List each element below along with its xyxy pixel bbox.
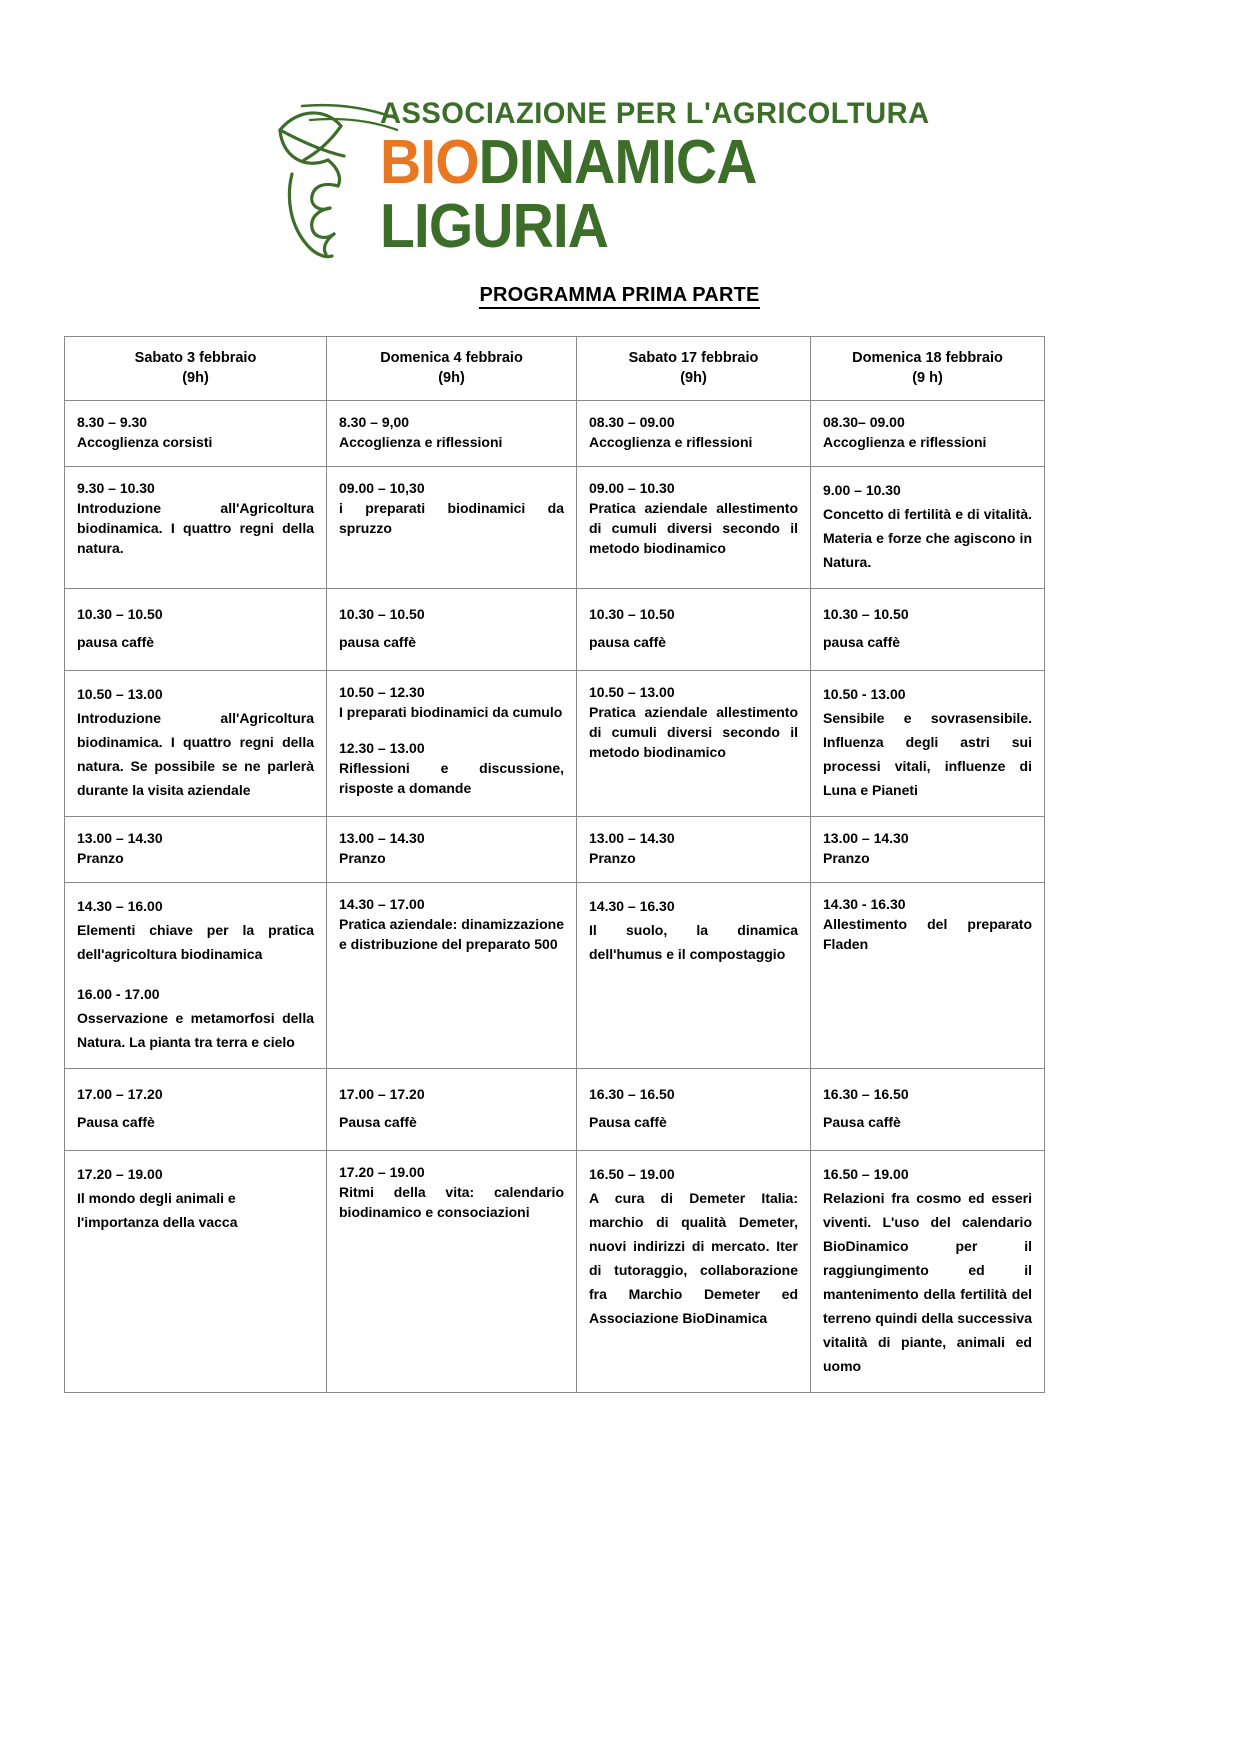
slot-time: 09.00 – 10.30 bbox=[589, 480, 675, 496]
slot-description: Introduzione all'Agricoltura biodinamica. I quattro regni della natura. bbox=[77, 500, 314, 556]
slot-description: A cura di Demeter Italia: marchio di qualità Demeter, nuovi indirizzi di mercato. Iter di tutoraggio, collaborazione fra Marchio Demeter ed Associazione BioDinamica bbox=[589, 1190, 798, 1326]
column-header-day-3 bbox=[577, 337, 811, 401]
slot-time: 10.30 – 10.50 bbox=[339, 606, 425, 622]
slot-time: 17.00 – 17.20 bbox=[77, 1086, 163, 1102]
slot-description: Il suolo, la dinamica dell'humus e il compostaggio bbox=[589, 922, 798, 962]
slot-time: 16.50 – 19.00 bbox=[823, 1166, 909, 1182]
slot-time: 17.00 – 17.20 bbox=[339, 1086, 425, 1102]
slot-description: Allestimento del preparato Fladen bbox=[823, 916, 1032, 952]
spacer bbox=[339, 722, 564, 738]
schedule-cell bbox=[811, 671, 1045, 817]
table-row bbox=[65, 401, 1045, 467]
header-hours-label: (9h) bbox=[182, 370, 209, 386]
slot-time: 17.20 – 19.00 bbox=[339, 1164, 425, 1180]
schedule-cell bbox=[327, 1069, 577, 1151]
slot-time: 14.30 – 17.00 bbox=[339, 896, 425, 912]
schedule-table-container bbox=[64, 336, 1044, 1393]
slot-time: 16.50 – 19.00 bbox=[589, 1166, 675, 1182]
schedule-cell bbox=[327, 883, 577, 1069]
schedule-cell bbox=[811, 817, 1045, 883]
slot-time: 16.30 – 16.50 bbox=[823, 1086, 909, 1102]
schedule-cell bbox=[65, 883, 327, 1069]
slot-description: Elementi chiave per la pratica dell'agricoltura biodinamica bbox=[77, 922, 314, 962]
schedule-cell bbox=[811, 1151, 1045, 1393]
slot-time: 14.30 – 16.30 bbox=[589, 898, 675, 914]
schedule-cell bbox=[811, 467, 1045, 589]
slot-description: Concetto di fertilità e di vitalità. Materia e forze che agiscono in Natura. bbox=[823, 506, 1032, 570]
logo-bio-text: BIO bbox=[380, 128, 479, 197]
schedule-cell bbox=[65, 671, 327, 817]
slot-description: Pratica aziendale allestimento di cumuli diversi secondo il metodo biodinamico bbox=[589, 704, 798, 760]
schedule-cell bbox=[65, 1151, 327, 1393]
schedule-cell bbox=[327, 467, 577, 589]
organization-logo bbox=[268, 86, 930, 266]
slot-time: 13.00 – 14.30 bbox=[77, 830, 163, 846]
schedule-table bbox=[64, 336, 1045, 1393]
header-day-label: Domenica 4 febbraio bbox=[380, 350, 523, 366]
schedule-cell bbox=[811, 589, 1045, 671]
slot-time: 10.50 – 13.00 bbox=[77, 686, 163, 702]
slot-time-secondary: 12.30 – 13.00 bbox=[339, 740, 425, 756]
logo-wordmark bbox=[380, 97, 930, 261]
slot-description: Pratica aziendale allestimento di cumuli diversi secondo il metodo biodinamico bbox=[589, 500, 798, 556]
slot-description: Pranzo bbox=[339, 850, 386, 866]
slot-time: 09.00 – 10,30 bbox=[339, 480, 425, 496]
slot-description: I preparati biodinamici da cumulo bbox=[339, 704, 563, 720]
slot-description: Ritmi della vita: calendario biodinamico e consociazioni bbox=[339, 1184, 564, 1220]
slot-description: pausa caffè bbox=[823, 634, 901, 650]
schedule-cell bbox=[577, 1151, 811, 1393]
column-header-day-1 bbox=[65, 337, 327, 401]
slot-time: 13.00 – 14.30 bbox=[589, 830, 675, 846]
schedule-cell bbox=[577, 467, 811, 589]
schedule-cell bbox=[327, 401, 577, 467]
schedule-cell bbox=[65, 467, 327, 589]
schedule-cell bbox=[327, 817, 577, 883]
schedule-cell bbox=[577, 817, 811, 883]
header-hours-label: (9h) bbox=[438, 370, 465, 386]
schedule-cell bbox=[577, 401, 811, 467]
slot-description-secondary: Osservazione e metamorfosi della Natura. La pianta tra terra e cielo bbox=[77, 1010, 314, 1050]
slot-description: Accoglienza e riflessioni bbox=[823, 434, 987, 450]
schedule-cell bbox=[577, 589, 811, 671]
table-row bbox=[65, 1069, 1045, 1151]
slot-description: Pausa caffè bbox=[589, 1114, 667, 1130]
logo-line-biodinamica bbox=[380, 128, 812, 197]
schedule-cell bbox=[327, 589, 577, 671]
table-row bbox=[65, 589, 1045, 671]
slot-time: 13.00 – 14.30 bbox=[823, 830, 909, 846]
slot-description: pausa caffè bbox=[77, 634, 155, 650]
slot-time: 8.30 – 9,00 bbox=[339, 414, 410, 430]
slot-description: Accoglienza e riflessioni bbox=[339, 434, 503, 450]
schedule-cell bbox=[577, 671, 811, 817]
slot-description: Introduzione all'Agricoltura biodinamica. I quattro regni della natura. Se possibile se ne parlerà durante la visita aziendale bbox=[77, 710, 314, 798]
slot-description: Pranzo bbox=[823, 850, 870, 866]
slot-time: 17.20 – 19.00 bbox=[77, 1166, 163, 1182]
header-day-label: Sabato 17 febbraio bbox=[628, 350, 759, 366]
header-hours-label: (9h) bbox=[680, 370, 707, 386]
slot-time: 14.30 - 16.30 bbox=[823, 896, 906, 912]
slot-time: 10.50 - 13.00 bbox=[823, 686, 906, 702]
slot-description: Relazioni fra cosmo ed esseri viventi. L'uso del calendario BioDinamico per il raggiungimento ed il mantenimento della fertilità del terreno quindi della successiva vitalità di piante, animali ed uomo bbox=[823, 1190, 1032, 1374]
slot-time: 13.00 – 14.30 bbox=[339, 830, 425, 846]
table-row bbox=[65, 883, 1045, 1069]
slot-description: Pausa caffè bbox=[77, 1114, 155, 1130]
slot-time: 08.30 – 09.00 bbox=[589, 414, 675, 430]
schedule-cell bbox=[811, 883, 1045, 1069]
table-header-row bbox=[65, 337, 1045, 401]
column-header-day-2 bbox=[327, 337, 577, 401]
schedule-cell bbox=[577, 1069, 811, 1151]
logo-line-liguria: LIGURIA bbox=[380, 192, 609, 261]
slot-time: 10.50 – 13.00 bbox=[589, 684, 675, 700]
slot-description-secondary: Riflessioni e discussione, risposte a domande bbox=[339, 760, 564, 796]
schedule-cell bbox=[327, 671, 577, 817]
column-header-day-4 bbox=[811, 337, 1045, 401]
header-day-label: Sabato 3 febbraio bbox=[134, 350, 257, 366]
table-row bbox=[65, 817, 1045, 883]
slot-description: Pausa caffè bbox=[823, 1114, 901, 1130]
slot-description: pausa caffè bbox=[339, 634, 417, 650]
slot-description: Sensibile e sovrasensibile. Influenza degli astri sui processi vitali, influenze di Luna e Pianeti bbox=[823, 710, 1032, 798]
schedule-cell bbox=[811, 401, 1045, 467]
slot-time-secondary: 16.00 - 17.00 bbox=[77, 986, 160, 1002]
page-title-text: PROGRAMMA PRIMA PARTE bbox=[479, 284, 759, 309]
slot-description: Pranzo bbox=[77, 850, 124, 866]
slot-time: 10.50 – 12.30 bbox=[339, 684, 425, 700]
slot-time: 9.00 – 10.30 bbox=[823, 482, 901, 498]
slot-description: i preparati biodinamici da spruzzo bbox=[339, 500, 564, 536]
slot-description: Accoglienza e riflessioni bbox=[589, 434, 753, 450]
slot-description: Accoglienza corsisti bbox=[77, 434, 213, 450]
schedule-cell bbox=[811, 1069, 1045, 1151]
logo-line-association: ASSOCIAZIONE PER L'AGRICOLTURA bbox=[380, 97, 930, 130]
slot-description: pausa caffè bbox=[589, 634, 667, 650]
slot-time: 14.30 – 16.00 bbox=[77, 898, 163, 914]
slot-description: Il mondo degli animali e l'importanza della vacca bbox=[77, 1190, 238, 1230]
schedule-cell bbox=[65, 401, 327, 467]
leaf-sprout-icon bbox=[268, 86, 398, 261]
slot-time: 10.30 – 10.50 bbox=[77, 606, 163, 622]
page-title bbox=[0, 284, 1239, 307]
schedule-cell bbox=[65, 1069, 327, 1151]
table-row bbox=[65, 671, 1045, 817]
table-row bbox=[65, 1151, 1045, 1393]
slot-time: 8.30 – 9.30 bbox=[77, 414, 148, 430]
logo-dinamica-text: DINAMICA bbox=[478, 128, 757, 197]
schedule-cell bbox=[65, 589, 327, 671]
header-day-label: Domenica 18 febbraio bbox=[852, 350, 1003, 366]
slot-time: 10.30 – 10.50 bbox=[823, 606, 909, 622]
spacer bbox=[77, 966, 314, 982]
slot-time: 10.30 – 10.50 bbox=[589, 606, 675, 622]
header-hours-label: (9 h) bbox=[912, 370, 943, 386]
table-row bbox=[65, 467, 1045, 589]
slot-time: 16.30 – 16.50 bbox=[589, 1086, 675, 1102]
schedule-cell bbox=[65, 817, 327, 883]
schedule-cell bbox=[577, 883, 811, 1069]
slot-description: Pratica aziendale: dinamizzazione e distribuzione del preparato 500 bbox=[339, 916, 564, 952]
slot-time: 08.30– 09.00 bbox=[823, 414, 905, 430]
slot-description: Pranzo bbox=[589, 850, 636, 866]
slot-time: 9.30 – 10.30 bbox=[77, 480, 155, 496]
slot-description: Pausa caffè bbox=[339, 1114, 417, 1130]
schedule-cell bbox=[327, 1151, 577, 1393]
